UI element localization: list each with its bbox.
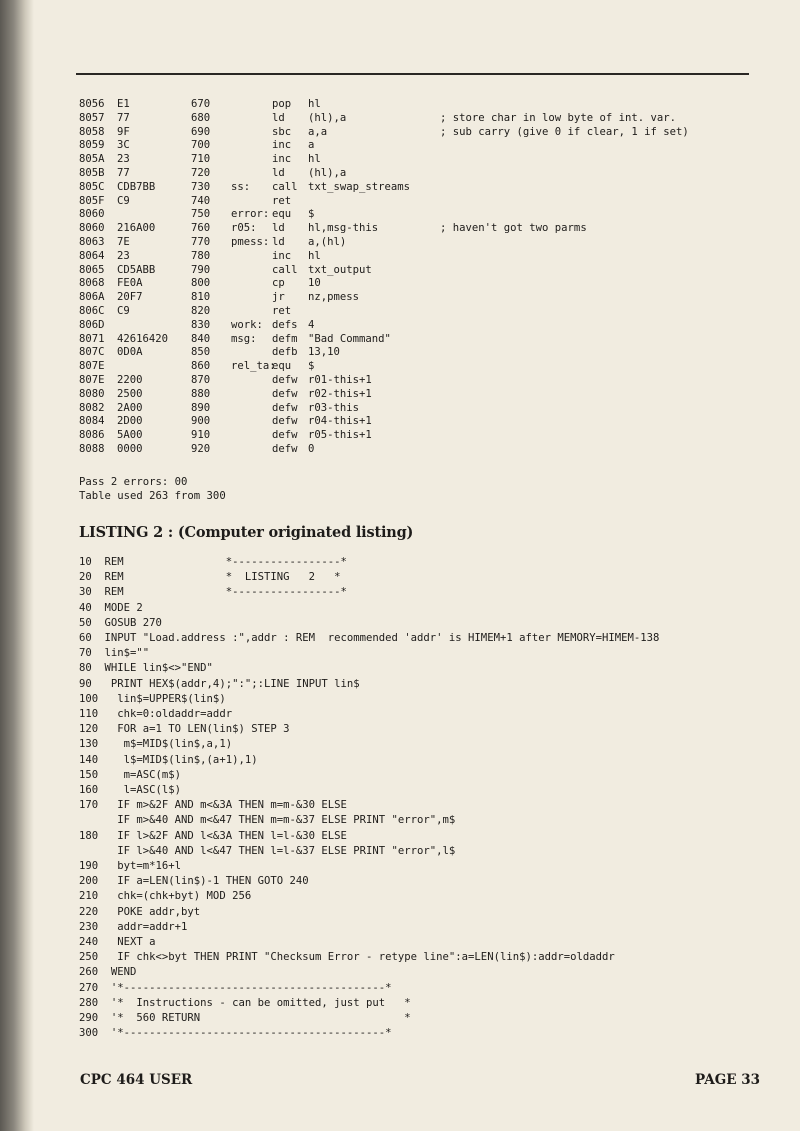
basic-line: 150 m=ASC(m$) [79, 768, 182, 781]
basic-line: 190 byt=m*16+l [79, 860, 182, 872]
assembly-label: ss: [231, 180, 251, 193]
assembly-code: 20F7 [117, 291, 143, 304]
assembly-lno: 910 [191, 429, 211, 442]
basic-line: 290 '* 560 RETURN * [79, 1012, 411, 1024]
assembly-addr: 807E [79, 360, 105, 373]
assembly-op: defw [272, 415, 298, 428]
assembly-lno: 730 [191, 180, 211, 193]
assembly-op: call [272, 263, 298, 276]
assembly-arg: $ [308, 360, 315, 373]
assembly-arg: r02-this+1 [308, 387, 372, 400]
assembly-code: 42616420 [117, 332, 169, 345]
assembly-op: equ [272, 360, 292, 373]
assembly-op: jr [272, 291, 285, 304]
assembly-addr: 8060 [79, 222, 105, 235]
assembly-addr: 807C [79, 346, 105, 359]
basic-line: 160 l=ASC(l$) [79, 784, 182, 796]
assembly-addr: 8071 [79, 332, 105, 345]
assembly-arg: (hl),a [308, 167, 347, 179]
assembly-arg: 13,10 [308, 346, 340, 359]
assembly-addr: 8068 [79, 277, 105, 290]
basic-line: 120 FOR a=1 TO LEN(lin$) STEP 3 [79, 723, 290, 736]
assembly-lno: 740 [191, 194, 211, 207]
assembly-addr: 8084 [79, 415, 105, 428]
assembly-code: CDB7BB [117, 180, 156, 193]
assembly-lno: 800 [191, 277, 211, 290]
assembly-op: defw [272, 429, 298, 442]
assembly-op: pop [272, 98, 292, 110]
assembly-op: ld [272, 167, 285, 179]
assembly-addr: 8082 [79, 401, 105, 414]
assembly-arg: hl [308, 98, 321, 110]
assembly-op: inc [272, 139, 292, 152]
assembly-code: 77 [117, 167, 130, 179]
basic-line: 130 m$=MID$(lin$,a,1) [79, 738, 233, 751]
assembly-code: 23 [117, 153, 130, 166]
assembly-addr: 806C [79, 305, 105, 317]
assembly-addr: 805B [79, 167, 105, 179]
assembly-lno: 680 [191, 111, 211, 124]
assembly-code: E1 [117, 98, 130, 110]
basic-line: 230 addr=addr+1 [79, 920, 188, 933]
assembly-arg: r03-this [308, 401, 360, 414]
assembly-arg: a,a [308, 125, 328, 138]
basic-line: 90 PRINT HEX$(addr,4);":";:LINE INPUT lin$ [79, 677, 360, 690]
assembly-lno: 830 [191, 318, 211, 331]
basic-line: 180 IF l>&2F AND l<&3A THEN l=l-&30 ELSE [79, 829, 347, 842]
assembly-addr: 806D [79, 318, 105, 331]
basic-line: 170 IF m>&2F AND m<&3A THEN m=m-&30 ELSE [79, 799, 347, 812]
assembly-label: msg: [231, 332, 257, 345]
assembly-code: C9 [117, 305, 130, 317]
assembly-op: inc [272, 153, 292, 166]
assembly-label: rel_ta: [231, 360, 276, 373]
assembly-comment: ; haven't got two parms [440, 222, 587, 235]
assembly-comment: ; store char in low byte of int. var. [440, 111, 676, 124]
assembly-op: ld [272, 236, 285, 248]
assembly-addr: 807E [79, 374, 105, 386]
assembly-arg: 10 [308, 277, 321, 290]
assembly-arg: r05-this+1 [308, 429, 372, 442]
basic-line: 240 NEXT a [79, 936, 156, 948]
basic-line: 140 l$=MID$(lin$,(a+1),1) [79, 753, 258, 766]
assembly-addr: 8064 [79, 249, 105, 262]
assembly-addr: 8058 [79, 125, 105, 138]
assembly-lno: 690 [191, 125, 211, 138]
basic-line: 220 POKE addr,byt [79, 905, 201, 918]
assembly-lno: 890 [191, 401, 211, 414]
assembly-code: 3C [117, 139, 130, 152]
assembly-code: 0D0A [117, 346, 143, 359]
assembly-addr: 8057 [79, 111, 105, 124]
assembly-op: equ [272, 208, 292, 221]
assembly-op: ld [272, 111, 285, 124]
assembly-addr: 8059 [79, 139, 105, 152]
assembly-lno: 900 [191, 415, 211, 428]
assembly-lno: 720 [191, 167, 211, 179]
assembly-addr: 8065 [79, 263, 105, 276]
assembly-addr: 8063 [79, 236, 105, 248]
assembly-op: defw [272, 443, 298, 455]
assembly-code: 77 [117, 111, 130, 124]
assembly-op: defw [272, 387, 298, 400]
assembly-arg: txt_output [308, 263, 372, 276]
basic-line: IF l>&40 AND l<&47 THEN l=l-&37 ELSE PRINT "error",l$ [79, 844, 456, 857]
assembly-addr: 8056 [79, 98, 105, 110]
assembly-addr: 805F [79, 194, 105, 207]
assembly-arg: a [308, 139, 315, 152]
summary-line: Pass 2 errors: 00 [79, 476, 188, 488]
assembly-addr: 8060 [79, 208, 105, 221]
assembly-code: 216A00 [117, 222, 156, 235]
assembly-arg: r04-this+1 [308, 415, 372, 428]
assembly-code: 2200 [117, 374, 143, 386]
assembly-lno: 820 [191, 305, 211, 317]
assembly-label: work: [231, 318, 263, 331]
assembly-lno: 780 [191, 249, 211, 262]
basic-line: 10 REM *-----------------* [79, 556, 347, 568]
basic-line: 250 IF chk<>byt THEN PRINT "Checksum Error - retype line":a=LEN(lin$):addr=oldaddr [79, 951, 615, 964]
assembly-op: cp [272, 277, 285, 290]
assembly-arg: hl [308, 249, 321, 262]
assembly-addr: 8088 [79, 443, 105, 455]
assembly-arg: $ [308, 208, 315, 221]
basic-line: 50 GOSUB 270 [79, 616, 162, 629]
assembly-code: 2500 [117, 387, 143, 400]
header-rule [76, 73, 749, 75]
assembly-lno: 810 [191, 291, 211, 304]
assembly-code: 2D00 [117, 415, 143, 428]
assembly-addr: 806A [79, 291, 105, 304]
assembly-code: CD5ABB [117, 263, 156, 276]
assembly-op: ret [272, 305, 292, 317]
basic-line: 30 REM *-----------------* [79, 586, 347, 599]
basic-line: 280 '* Instructions - can be omitted, just put * [79, 996, 411, 1009]
basic-line: 210 chk=(chk+byt) MOD 256 [79, 890, 252, 903]
magazine-title: CPC 464 USER [80, 1072, 193, 1088]
basic-line: 200 IF a=LEN(lin$)-1 THEN GOTO 240 [79, 875, 309, 888]
assembly-lno: 870 [191, 374, 211, 386]
assembly-lno: 880 [191, 387, 211, 400]
assembly-op: ld [272, 222, 285, 235]
page-number: PAGE 33 [695, 1072, 760, 1088]
assembly-op: ret [272, 194, 292, 207]
assembly-lno: 760 [191, 222, 211, 235]
assembly-code: 0000 [117, 443, 143, 455]
summary-line: Table used 263 from 300 [79, 490, 226, 502]
assembly-arg: r01-this+1 [308, 374, 372, 386]
assembly-op: defw [272, 374, 298, 386]
assembly-lno: 770 [191, 236, 211, 248]
assembly-lno: 920 [191, 443, 211, 455]
assembly-arg: "Bad Command" [308, 332, 391, 345]
assembly-code: FE0A [117, 277, 143, 290]
basic-line: 300 '*-----------------------------------------* [79, 1027, 392, 1040]
assembly-label: r05: [231, 222, 257, 235]
assembly-addr: 805A [79, 153, 105, 166]
assembly-op: defm [272, 332, 298, 345]
assembly-op: inc [272, 249, 292, 262]
assembly-code: 9F [117, 125, 130, 138]
assembly-lno: 750 [191, 208, 211, 221]
assembly-lno: 840 [191, 332, 211, 345]
assembly-comment: ; sub carry (give 0 if clear, 1 if set) [440, 125, 689, 138]
assembly-op: defw [272, 401, 298, 414]
basic-line: 80 WHILE lin$<>"END" [79, 662, 213, 675]
assembly-arg: txt_swap_streams [308, 180, 411, 193]
basic-line: 110 chk=0:oldaddr=addr [79, 708, 233, 720]
assembly-code: 23 [117, 249, 130, 262]
basic-line: 270 '*-----------------------------------------* [79, 981, 392, 994]
assembly-lno: 710 [191, 153, 211, 166]
listing-2-heading: LISTING 2 : (Computer originated listing) [79, 524, 414, 541]
assembly-code: C9 [117, 194, 130, 207]
assembly-arg: 4 [308, 318, 315, 331]
assembly-arg: nz,pmess [308, 291, 360, 304]
assembly-arg: hl [308, 153, 321, 166]
basic-line: 20 REM * LISTING 2 * [79, 571, 341, 584]
basic-line: 40 MODE 2 [79, 601, 143, 614]
assembly-code: 5A00 [117, 429, 143, 442]
assembly-addr: 8086 [79, 429, 105, 442]
assembly-op: defs [272, 318, 298, 331]
assembly-arg: (hl),a [308, 111, 347, 124]
assembly-lno: 860 [191, 360, 211, 373]
assembly-label: pmess: [231, 236, 270, 248]
assembly-label: error: [231, 208, 270, 221]
assembly-lno: 790 [191, 263, 211, 276]
assembly-op: call [272, 180, 298, 193]
page-spine-shadow [0, 0, 34, 1131]
assembly-arg: 0 [308, 443, 315, 455]
basic-line: 60 INPUT "Load.address :",addr : REM recommended 'addr' is HIMEM+1 after MEMORY=HIMEM-138 [79, 632, 660, 644]
assembly-code: 2A00 [117, 401, 143, 414]
assembly-code: 7E [117, 236, 130, 248]
basic-line: IF m>&40 AND m<&47 THEN m=m-&37 ELSE PRINT "error",m$ [79, 814, 456, 827]
assembly-arg: a,(hl) [308, 236, 347, 248]
basic-line: 100 lin$=UPPER$(lin$) [79, 692, 226, 705]
basic-line: 260 WEND [79, 966, 137, 979]
assembly-lno: 700 [191, 139, 211, 152]
assembly-lno: 670 [191, 98, 211, 110]
assembly-op: sbc [272, 125, 292, 138]
assembly-addr: 8080 [79, 387, 105, 400]
assembly-addr: 805C [79, 180, 105, 193]
assembly-lno: 850 [191, 346, 211, 359]
basic-line: 70 lin$="" [79, 647, 150, 660]
assembly-op: defb [272, 346, 298, 359]
assembly-arg: hl,msg-this [308, 222, 379, 235]
